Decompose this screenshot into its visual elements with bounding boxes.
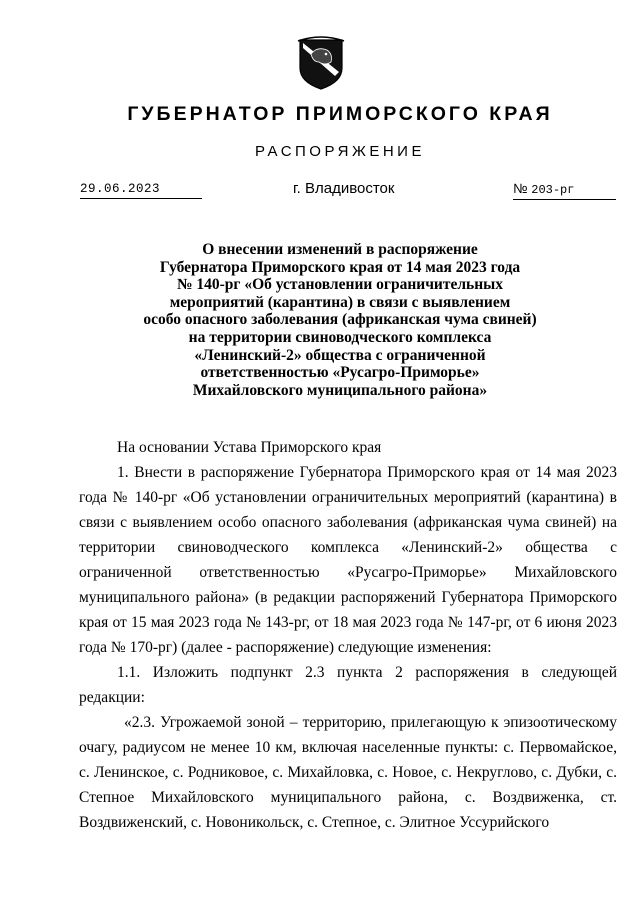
heading-line: «Ленинский-2» общества с ограниченной [194,346,486,364]
document-date: 29.06.2023 [80,182,202,199]
document-type: РАСПОРЯЖЕНИЕ [255,143,425,160]
issuer-title: ГУБЕРНАТОР ПРИМОРСКОГО КРАЯ [127,103,553,125]
document-body [79,435,617,835]
paragraph-1-1: 1.1. Изложить подпункт 2.3 пункта 2 распоряжения в следующей редакции: [79,664,617,706]
heading-line: особо опасного заболевания (африканская чума свиней) [143,311,537,329]
paragraph-2-3: «2.3. Угрожаемой зоной – территорию, прилегающую к эпизоотическому очагу, радиусом не менее 10 км, включая населенные пункты: с. Первомайское, с. Ленинское, с. Родниковое, с. Михайловка, с. Новое, с. Некруглово, с. Дубки, с. Степное Михайловского муниципального района, с. Воздвиженка, ст. Воздвиженский, с. Новоникольск, с. Степное, с. Элитное Уссурийского [79,714,617,831]
number-value: 203-рг [531,183,575,197]
heading-line: Михайловского муниципального района» [192,381,488,399]
heading-line: мероприятий (карантина) в связи с выявлением [169,293,511,311]
basis-paragraph: На основании Устава Приморского края [117,439,382,456]
document-heading [100,241,580,399]
coat-of-arms-emblem [297,32,345,90]
paragraph-1: 1. Внести в распоряжение Губернатора Приморского края от 14 мая 2023 года № 140-рг «Об установлении ограничительных мероприятий (карантина) в связи с выявлением особо опасного заболевания (африканская чума свиней) на территории свиноводческого комплекса «Ленинский-2» общества с ограниченной ответственностью «Русагро-Приморье» Михайловского муниципального района» (в редакции распоряжений Губернатора Приморского края от 15 мая 2023 года № 143-рг, от 18 мая 2023 года № 147-рг, от 6 июня 2023 года № 170-рг) (далее - распоряжение) следующие изменения: [79,464,617,656]
heading-line: Губернатора Приморского края от 14 мая 2023 года [159,258,521,276]
heading-line: на территории свиноводческого комплекса [188,328,492,346]
number-sign: № [513,181,528,196]
document-city: г. Владивосток [293,180,395,197]
heading-line: ответственностью «Русагро-Приморье» [200,364,480,382]
heading-line: № 140-рг «Об установлении ограничительных [176,276,504,294]
heading-line: О внесении изменений в распоряжение [202,241,478,258]
document-number [513,181,616,200]
